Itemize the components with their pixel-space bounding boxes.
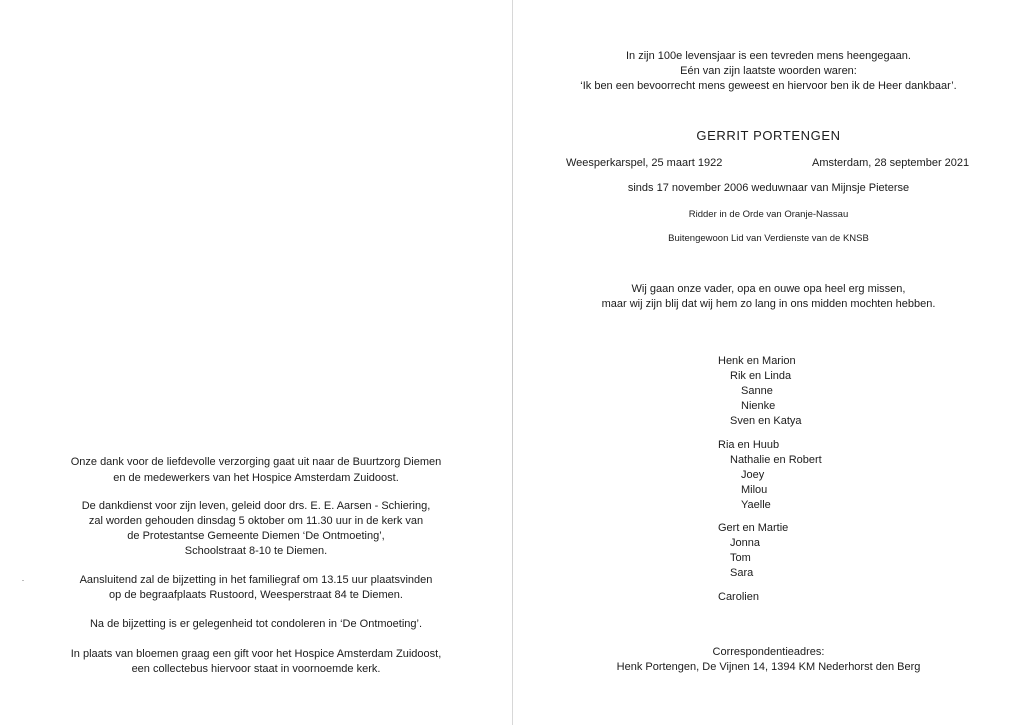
honor-oranje-nassau: Ridder in de Orde van Oranje-Nassau — [688, 209, 849, 220]
family-member: Joey — [741, 469, 765, 481]
burial-line-2: op de begraafplaats Rustoord, Weesperstraat 84 te Diemen. — [109, 589, 403, 601]
birth-place-date: Weesperkarspel, 25 maart 1922 — [566, 157, 723, 169]
service-line-1: De dankdienst voor zijn leven, geleid door drs. E. E. Aarsen - Schiering, — [81, 500, 431, 512]
honor-knsb: Buitengewoon Lid van Verdienste van de KNSB — [668, 233, 869, 244]
missing-line-2: maar wij zijn blij dat wij hem zo lang in ons midden mochten hebben. — [601, 298, 936, 310]
intro-line-2: Eén van zijn laatste woorden waren: — [680, 65, 857, 77]
paper-speck — [22, 580, 24, 581]
service-line-2: zal worden gehouden dinsdag 5 oktober om 11.30 uur in de kerk van — [88, 515, 424, 527]
deceased-name: GERRIT PORTENGEN — [696, 128, 841, 143]
family-member: Nathalie en Robert — [730, 454, 822, 466]
gift-line-2: een collectebus hiervoor staat in voornoemde kerk. — [131, 663, 381, 675]
intro-line-3: ‘Ik ben een bevoorrecht mens geweest en hiervoor ben ik de Heer dankbaar’. — [580, 80, 957, 92]
burial-line-1: Aansluitend zal de bijzetting in het familiegraf om 13.15 uur plaatsvinden — [79, 574, 433, 586]
family-member: Rik en Linda — [730, 370, 792, 382]
right-page — [513, 0, 1024, 725]
missing-line-1: Wij gaan onze vader, opa en ouwe opa heel erg missen, — [631, 283, 906, 295]
family-member: Tom — [730, 552, 751, 564]
family-member: Sanne — [741, 385, 773, 397]
thanks-line-2: en de medewerkers van het Hospice Amsterdam Zuidoost. — [113, 472, 399, 484]
service-line-4: Schoolstraat 8-10 te Diemen. — [184, 545, 328, 557]
family-member: Milou — [741, 484, 768, 496]
correspondence-address: Henk Portengen, De Vijnen 14, 1394 KM Nederhorst den Berg — [616, 661, 921, 673]
service-line-3: de Protestantse Gemeente Diemen ‘De Ontmoeting’, — [127, 530, 385, 542]
thanks-line-1: Onze dank voor de liefdevolle verzorging gaat uit naar de Buurtzorg Diemen — [70, 456, 442, 468]
gift-line-1: In plaats van bloemen graag een gift voor het Hospice Amsterdam Zuidoost, — [70, 648, 442, 660]
family-member: Sven en Katya — [730, 415, 802, 427]
family-member: Jonna — [730, 537, 760, 549]
family-member: Yaelle — [741, 499, 771, 511]
family-member: Henk en Marion — [718, 355, 796, 367]
family-member: Ria en Huub — [718, 439, 780, 451]
intro-line-1: In zijn 100e levensjaar is een tevreden mens heengegaan. — [626, 50, 911, 62]
family-member: Nienke — [741, 400, 776, 412]
condolence-line: Na de bijzetting is er gelegenheid tot condoleren in ‘De Ontmoeting’. — [89, 618, 423, 630]
family-member: Sara — [730, 567, 754, 579]
death-place-date: Amsterdam, 28 september 2021 — [812, 157, 970, 169]
family-member: Carolien — [718, 591, 759, 603]
correspondence-label: Correspondentieadres: — [712, 646, 825, 658]
family-member: Gert en Martie — [718, 522, 789, 534]
widower-line: sinds 17 november 2006 weduwnaar van Mijnsje Pieterse — [627, 182, 910, 194]
